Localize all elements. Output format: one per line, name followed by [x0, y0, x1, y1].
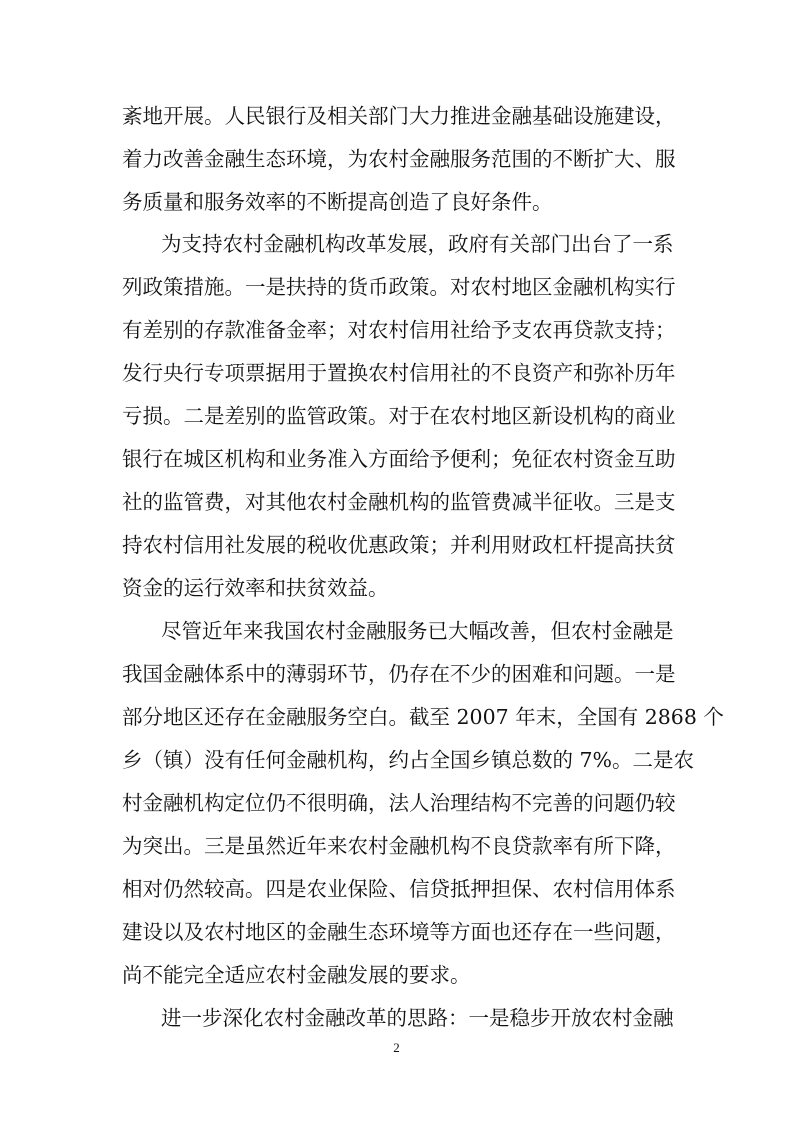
text-line: 务质量和服务效率的不断提高创造了良好条件。 — [122, 190, 553, 214]
paragraph-first-line: 尽管近年来我国农村金融服务已大幅改善，但农村金融是 — [161, 619, 674, 643]
text-line: 银行在城区机构和业务准入方面给予便利；免征农村资金互助 — [122, 447, 676, 471]
paragraph-first-line: 为支持农村金融机构改革发展，政府有关部门出台了一系 — [161, 232, 674, 256]
text-line: 我国金融体系中的薄弱环节，仍存在不少的困难和问题。一是 — [122, 662, 676, 686]
text-line: 建设以及农村地区的金融生态环境等方面也还存在一些问题， — [122, 920, 676, 944]
text-line: 列政策措施。一是扶持的货币政策。对农村地区金融机构实行 — [122, 275, 676, 299]
text-line: 尚不能完全适应农村金融发展的要求。 — [122, 963, 471, 987]
text-line: 村金融机构定位仍不很明确，法人治理结构不完善的问题仍较 — [122, 791, 676, 815]
paragraph-first-line: 进一步深化农村金融改革的思路：一是稳步开放农村金融 — [161, 1006, 674, 1030]
text-line: 社的监管费，对其他农村金融机构的监管费减半征收。三是支 — [122, 490, 676, 514]
text-line: 亏损。二是差别的监管政策。对于在农村地区新设机构的商业 — [122, 404, 676, 428]
text-line: 相对仍然较高。四是农业保险、信贷抵押担保、农村信用体系 — [122, 877, 676, 901]
text-line: 着力改善金融生态环境，为农村金融服务范围的不断扩大、服 — [122, 147, 676, 171]
text-line: 持农村信用社发展的税收优惠政策；并利用财政杠杆提高扶贫 — [122, 533, 676, 557]
text-line: 发行央行专项票据用于置换农村信用社的不良资产和弥补历年 — [122, 361, 676, 385]
text-line: 部分地区还存在金融服务空白。截至 2007 年末，全国有 2868 个 — [122, 705, 724, 729]
text-line: 紊地开展。人民银行及相关部门大力推进金融基础设施建设， — [122, 104, 676, 128]
page-number: 2 — [393, 1040, 400, 1055]
text-line: 乡（镇）没有任何金融机构，约占全国乡镇总数的 7%。二是农 — [122, 748, 695, 772]
text-line: 资金的运行效率和扶贫效益。 — [122, 576, 389, 600]
text-line: 有差别的存款准备金率；对农村信用社给予支农再贷款支持； — [122, 318, 676, 342]
text-line: 为突出。三是虽然近年来农村金融机构不良贷款率有所下降， — [122, 834, 676, 858]
